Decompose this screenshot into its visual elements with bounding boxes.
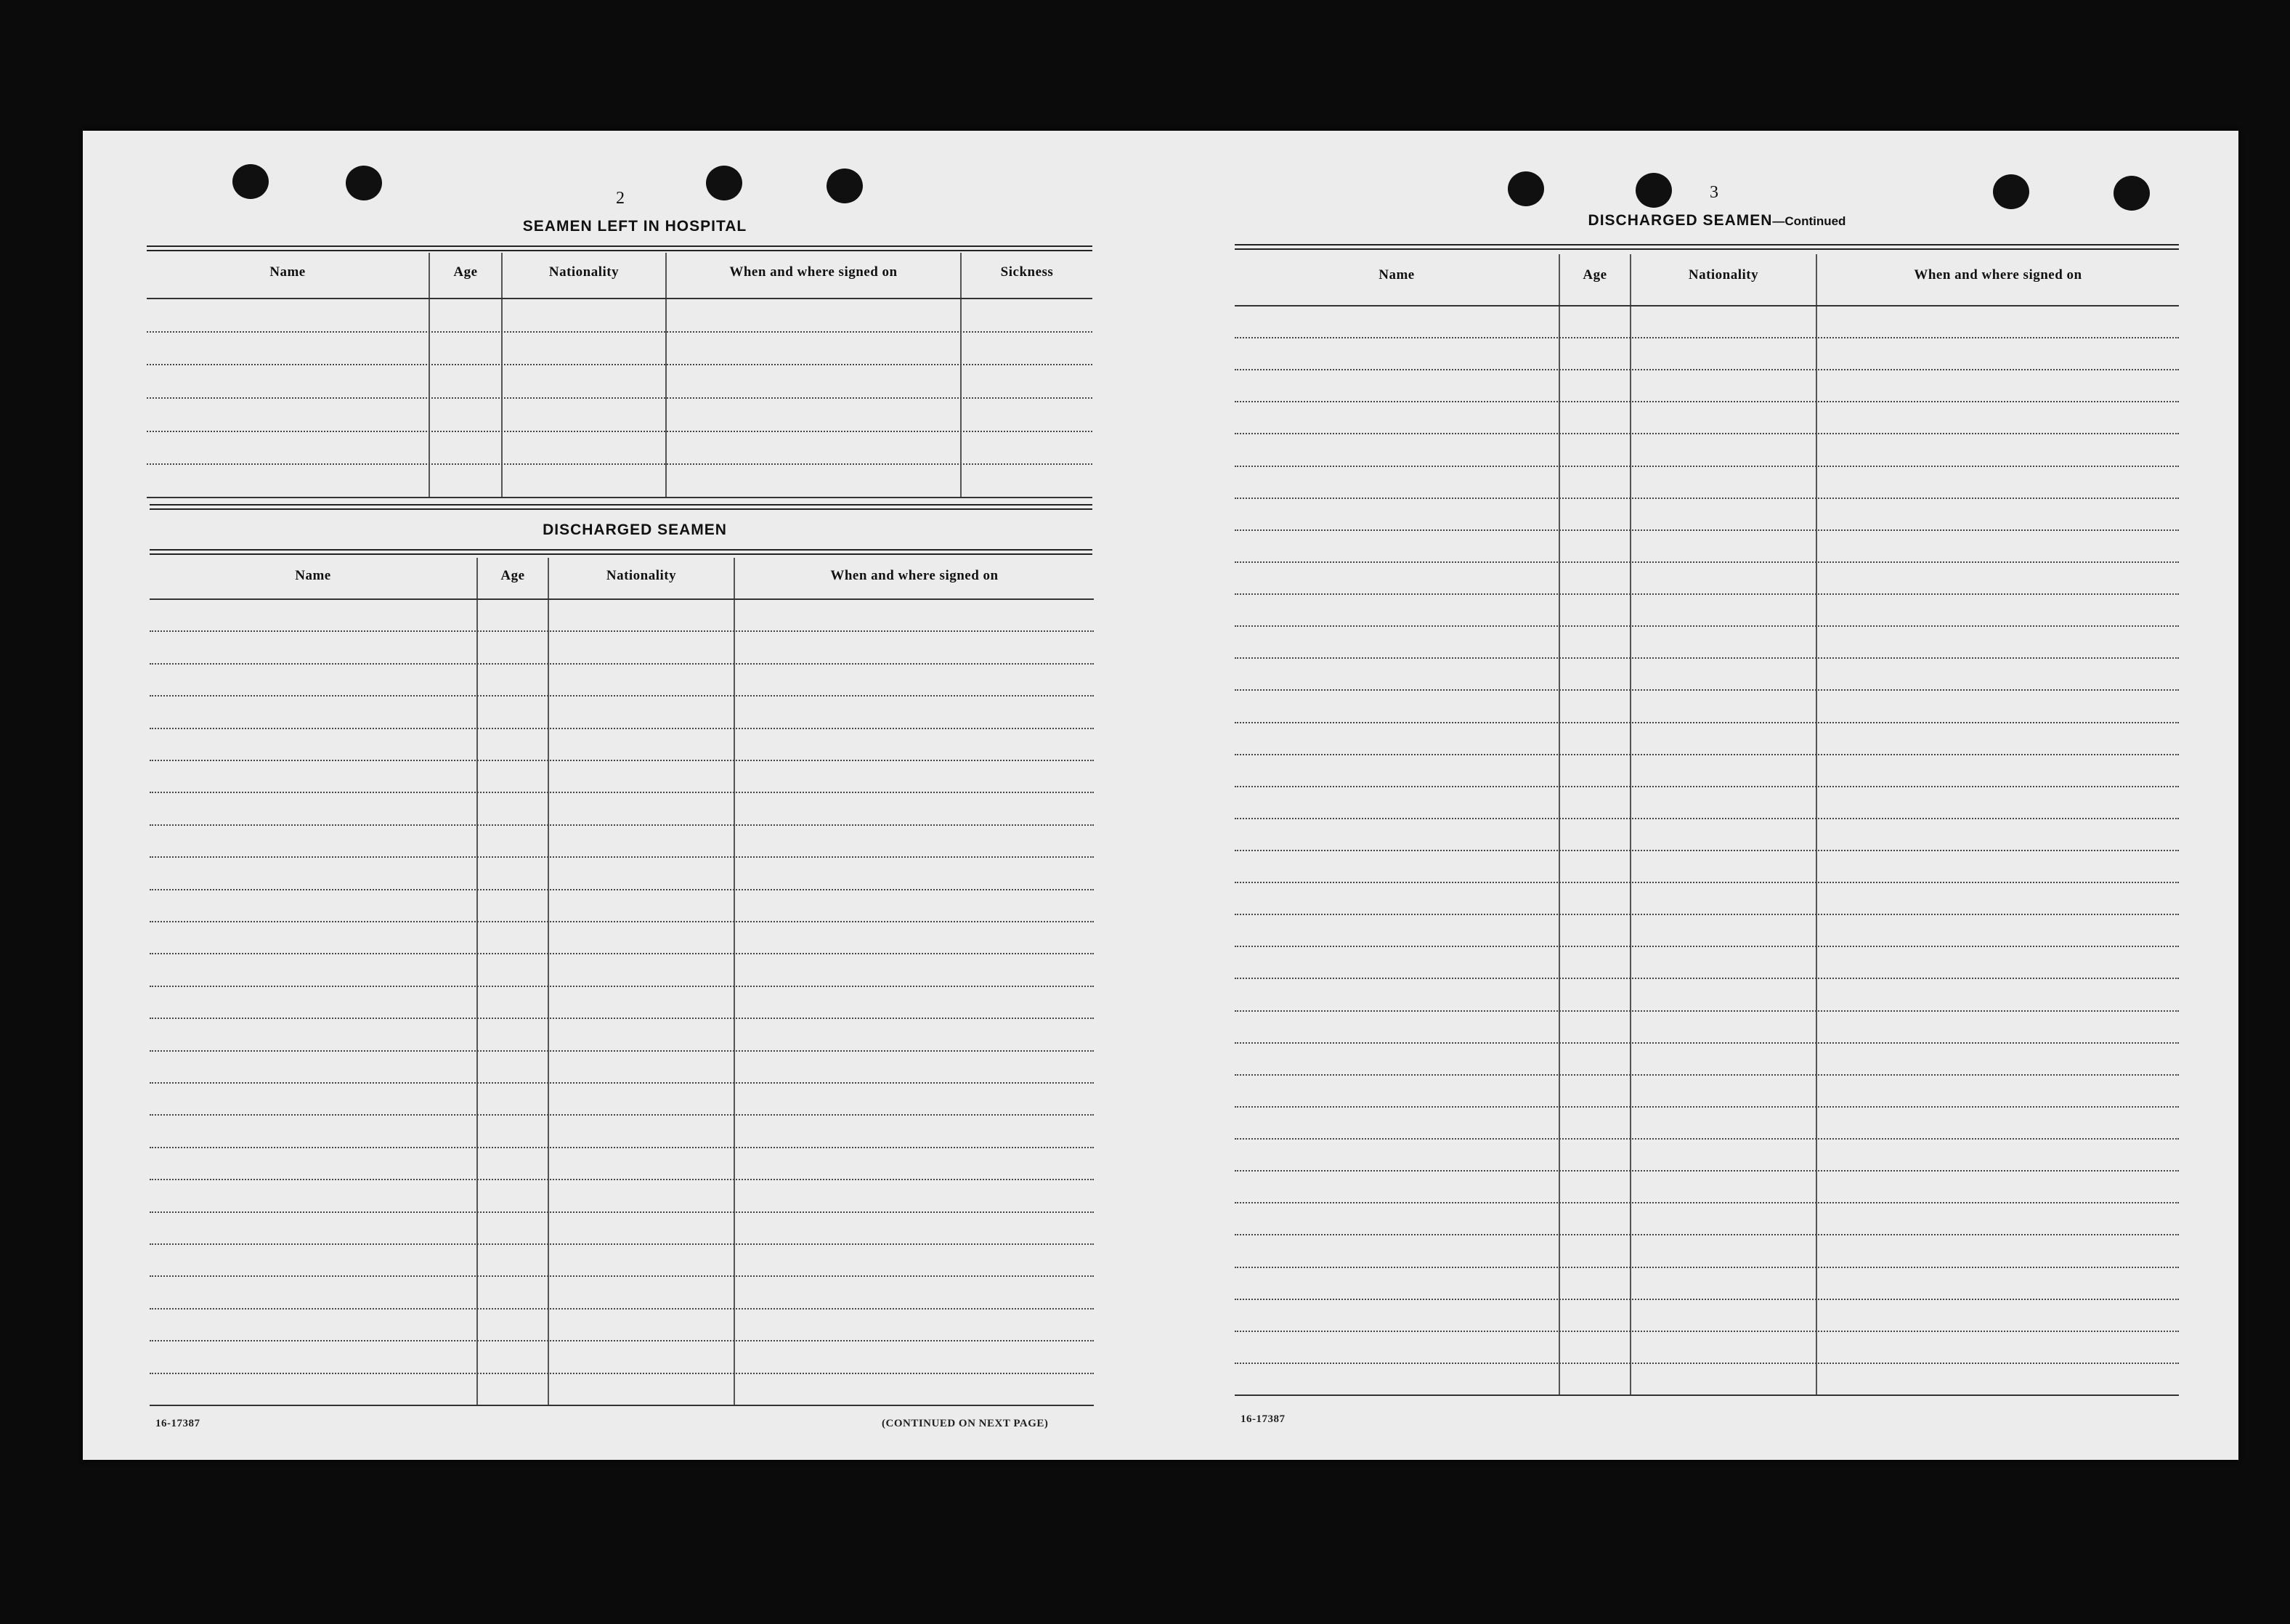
continued-note: (CONTINUED ON NEXT PAGE) bbox=[882, 1418, 1049, 1429]
header-rule bbox=[147, 298, 1092, 299]
header-rule bbox=[1235, 305, 2179, 306]
table-row[interactable] bbox=[1235, 369, 2179, 370]
table-row[interactable] bbox=[150, 760, 1094, 761]
column-header: Age bbox=[500, 568, 525, 583]
right-page bbox=[1143, 131, 2238, 1460]
table-row[interactable] bbox=[150, 1082, 1094, 1084]
table-row[interactable] bbox=[1235, 1234, 2179, 1235]
table-row[interactable] bbox=[150, 1147, 1094, 1148]
table-row[interactable] bbox=[150, 1243, 1094, 1245]
table-row[interactable] bbox=[150, 824, 1094, 826]
table-row[interactable] bbox=[1235, 529, 2179, 531]
hospital-table bbox=[147, 253, 1092, 497]
table-row[interactable] bbox=[150, 1340, 1094, 1341]
table-row[interactable] bbox=[147, 463, 1092, 465]
table-row[interactable] bbox=[147, 364, 1092, 365]
column-header: When and where signed on bbox=[729, 264, 898, 280]
table-column bbox=[1235, 254, 1560, 1394]
table-column bbox=[1631, 254, 1817, 1394]
table-row[interactable] bbox=[150, 1179, 1094, 1180]
discharged-section-title: DISCHARGED SEAMEN bbox=[543, 521, 727, 538]
section-rule bbox=[150, 504, 1092, 510]
hospital-section-title: SEAMEN LEFT IN HOSPITAL bbox=[522, 218, 747, 235]
discharged-continued-title bbox=[1535, 212, 1899, 230]
table-column bbox=[735, 558, 1094, 1405]
table-row[interactable] bbox=[1235, 722, 2179, 723]
table-row[interactable] bbox=[1235, 914, 2179, 915]
page-number: 2 bbox=[616, 189, 625, 208]
table-row[interactable] bbox=[1235, 1170, 2179, 1172]
table-row[interactable] bbox=[150, 792, 1094, 793]
table-row[interactable] bbox=[147, 431, 1092, 432]
table-row[interactable] bbox=[150, 1050, 1094, 1052]
column-header: Sickness bbox=[1000, 264, 1054, 280]
table-row[interactable] bbox=[150, 1275, 1094, 1277]
table-row[interactable] bbox=[150, 953, 1094, 954]
table-row[interactable] bbox=[147, 397, 1092, 399]
table-column bbox=[503, 253, 667, 497]
table-row[interactable] bbox=[1235, 1299, 2179, 1300]
table-column bbox=[150, 558, 478, 1405]
table-row[interactable] bbox=[1235, 754, 2179, 755]
table-row[interactable] bbox=[1235, 1074, 2179, 1076]
table-row[interactable] bbox=[147, 331, 1092, 333]
table-row[interactable] bbox=[1235, 786, 2179, 787]
title-text: DISCHARGED SEAMEN bbox=[1588, 212, 1773, 229]
table-row[interactable] bbox=[147, 497, 1092, 498]
table-row[interactable] bbox=[1235, 882, 2179, 883]
title-rule bbox=[1235, 244, 2179, 250]
table-row[interactable] bbox=[150, 728, 1094, 729]
form-number: 16-17387 bbox=[1241, 1413, 1286, 1425]
table-row[interactable] bbox=[1235, 689, 2179, 691]
title-rule bbox=[147, 245, 1092, 251]
table-row[interactable] bbox=[1235, 1363, 2179, 1364]
column-header: Age bbox=[453, 264, 478, 280]
table-row[interactable] bbox=[1235, 593, 2179, 595]
column-header: When and where signed on bbox=[1914, 267, 2082, 283]
header-rule bbox=[150, 598, 1094, 600]
discharged-table bbox=[150, 558, 1094, 1405]
table-row[interactable] bbox=[150, 1114, 1094, 1116]
table-row[interactable] bbox=[1235, 1202, 2179, 1203]
table-row[interactable] bbox=[1235, 498, 2179, 499]
table-column bbox=[430, 253, 503, 497]
table-row[interactable] bbox=[150, 1211, 1094, 1213]
table-row[interactable] bbox=[150, 1373, 1094, 1374]
table-row[interactable] bbox=[150, 1308, 1094, 1310]
table-row[interactable] bbox=[150, 856, 1094, 858]
table-row[interactable] bbox=[1235, 818, 2179, 819]
left-page bbox=[83, 131, 1143, 1460]
table-row[interactable] bbox=[1235, 1010, 2179, 1012]
page-number: 3 bbox=[1710, 183, 1718, 202]
table-row[interactable] bbox=[150, 663, 1094, 665]
table-row[interactable] bbox=[150, 1018, 1094, 1019]
column-header: Name bbox=[269, 264, 306, 280]
table-row[interactable] bbox=[1235, 850, 2179, 851]
table-column bbox=[478, 558, 549, 1405]
table-row[interactable] bbox=[1235, 978, 2179, 979]
table-row[interactable] bbox=[1235, 1106, 2179, 1108]
table-column bbox=[549, 558, 735, 1405]
table-row[interactable] bbox=[1235, 657, 2179, 659]
column-header: Age bbox=[1583, 267, 1607, 283]
form-number: 16-17387 bbox=[155, 1418, 200, 1429]
table-row[interactable] bbox=[1235, 433, 2179, 434]
table-row[interactable] bbox=[1235, 466, 2179, 467]
table-column bbox=[962, 253, 1092, 497]
table-row[interactable] bbox=[150, 986, 1094, 987]
title-rule bbox=[150, 549, 1092, 555]
title-suffix: —Continued bbox=[1772, 214, 1846, 228]
table-column bbox=[1817, 254, 2179, 1394]
column-header: Name bbox=[1379, 267, 1415, 283]
table-row[interactable] bbox=[1235, 1138, 2179, 1140]
column-header: Nationality bbox=[1688, 267, 1759, 283]
table-row[interactable] bbox=[1235, 401, 2179, 402]
table-row[interactable] bbox=[1235, 1331, 2179, 1332]
table-row[interactable] bbox=[150, 695, 1094, 697]
column-header: Nationality bbox=[606, 568, 677, 583]
table-row[interactable] bbox=[150, 921, 1094, 922]
table-row[interactable] bbox=[1235, 1267, 2179, 1268]
table-row[interactable] bbox=[1235, 946, 2179, 947]
table-column bbox=[147, 253, 430, 497]
table-row[interactable] bbox=[1235, 337, 2179, 338]
column-header: When and where signed on bbox=[830, 568, 999, 583]
table-row[interactable] bbox=[1235, 1042, 2179, 1044]
table-column bbox=[1560, 254, 1631, 1394]
column-header: Name bbox=[295, 568, 331, 583]
discharged-continued-table bbox=[1235, 254, 2179, 1394]
table-row[interactable] bbox=[1235, 561, 2179, 563]
table-column bbox=[667, 253, 962, 497]
table-row[interactable] bbox=[1235, 625, 2179, 627]
table-row[interactable] bbox=[150, 630, 1094, 632]
table-row[interactable] bbox=[1235, 1394, 2179, 1396]
table-row[interactable] bbox=[150, 1405, 1094, 1406]
form-sheet bbox=[83, 131, 2238, 1460]
table-row[interactable] bbox=[150, 889, 1094, 890]
column-header: Nationality bbox=[548, 264, 620, 280]
